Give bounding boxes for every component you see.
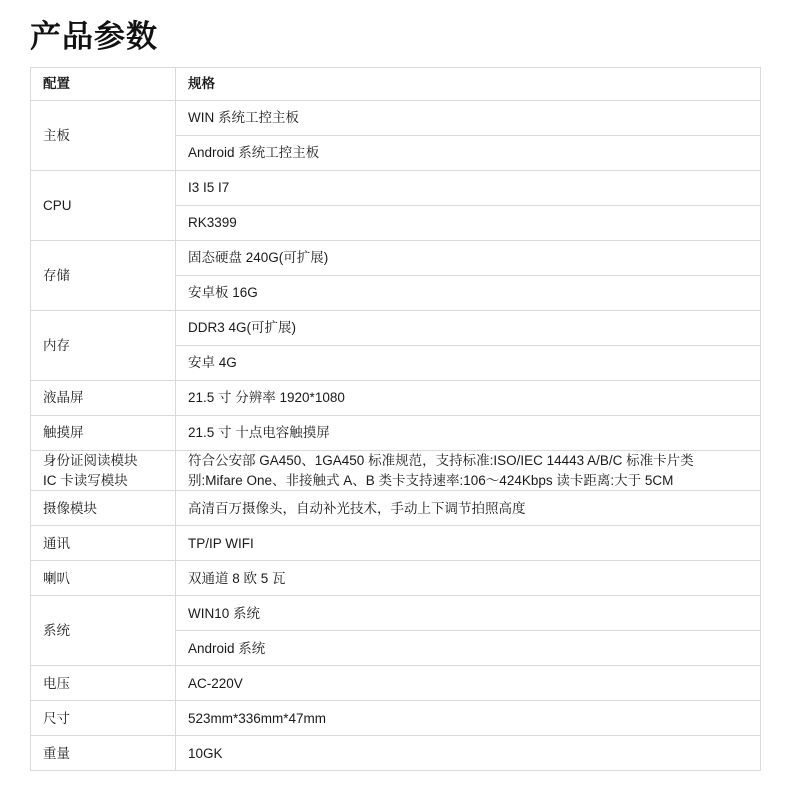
table-header-row — [31, 68, 761, 101]
row-value-weight: 10GK — [176, 736, 761, 771]
row-value-storage-ssd: 固态硬盘 240G(可扩展) — [176, 241, 761, 276]
table-row — [31, 701, 761, 736]
row-label-dimensions: 尺寸 — [31, 701, 176, 736]
row-label-voltage: 电压 — [31, 666, 176, 701]
row-value-id-card-module: 符合公安部 GA450、1GA450 标准规范，支持标准:ISO/IEC 14443 A/B/C 标准卡片类别:Mifare One、非接触式 A、B 类卡支持速率:106～424Kbps 读卡距离:大于 5CM — [176, 451, 761, 491]
row-label-system: 系统 — [31, 596, 176, 666]
row-label-id-card-line2: IC 卡读写模块 — [43, 472, 128, 488]
table-row — [31, 736, 761, 771]
row-value-cpu-rk: RK3399 — [176, 206, 761, 241]
row-label-lcd: 液晶屏 — [31, 381, 176, 416]
table-row — [31, 526, 761, 561]
table-row — [31, 491, 761, 526]
row-label-speaker: 喇叭 — [31, 561, 176, 596]
row-label-id-card-line1: 身份证阅读模块 — [43, 453, 138, 469]
row-label-id-card-module — [31, 451, 176, 491]
table-row — [31, 381, 761, 416]
table-row — [31, 311, 761, 346]
table-row — [31, 596, 761, 631]
row-value-lcd: 21.5 寸 分辨率 1920*1080 — [176, 381, 761, 416]
row-value-voltage: AC-220V — [176, 666, 761, 701]
row-label-communication: 通讯 — [31, 526, 176, 561]
row-value-storage-android: 安卓板 16G — [176, 276, 761, 311]
row-value-cpu-intel: I3 I5 I7 — [176, 171, 761, 206]
row-label-touchscreen: 触摸屏 — [31, 416, 176, 451]
row-value-mainboard-android: Android 系统工控主板 — [176, 136, 761, 171]
column-header-config: 配置 — [31, 68, 176, 101]
row-value-mainboard-win: WIN 系统工控主板 — [176, 101, 761, 136]
table-row — [31, 416, 761, 451]
table-row — [31, 666, 761, 701]
table-row — [31, 171, 761, 206]
column-header-spec: 规格 — [176, 68, 761, 101]
row-value-touchscreen: 21.5 寸 十点电容触摸屏 — [176, 416, 761, 451]
row-label-weight: 重量 — [31, 736, 176, 771]
row-label-cpu: CPU — [31, 171, 176, 241]
table-row — [31, 561, 761, 596]
row-value-camera: 高清百万摄像头，自动补光技术，手动上下调节拍照高度 — [176, 491, 761, 526]
page-title: 产品参数 — [30, 19, 158, 54]
row-value-communication: TP/IP WIFI — [176, 526, 761, 561]
row-label-memory: 内存 — [31, 311, 176, 381]
row-label-mainboard: 主板 — [31, 101, 176, 171]
spec-table — [30, 67, 761, 771]
table-row — [31, 101, 761, 136]
row-label-storage: 存储 — [31, 241, 176, 311]
row-value-system-win: WIN10 系统 — [176, 596, 761, 631]
row-value-memory-ddr3: DDR3 4G(可扩展) — [176, 311, 761, 346]
row-value-speaker: 双通道 8 欧 5 瓦 — [176, 561, 761, 596]
table-row — [31, 451, 761, 491]
row-value-dimensions: 523mm*336mm*47mm — [176, 701, 761, 736]
row-value-system-android: Android 系统 — [176, 631, 761, 666]
row-label-camera: 摄像模块 — [31, 491, 176, 526]
table-row — [31, 241, 761, 276]
row-value-memory-android: 安卓 4G — [176, 346, 761, 381]
